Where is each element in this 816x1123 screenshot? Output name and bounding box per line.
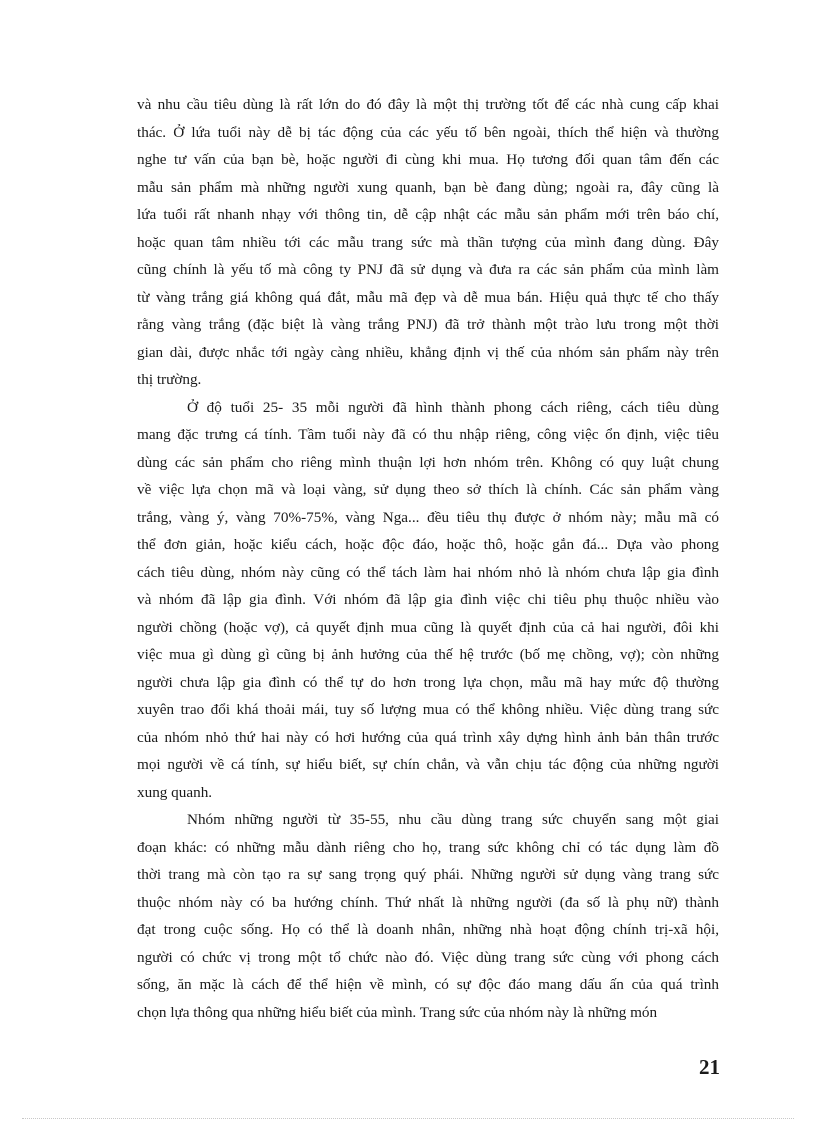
- text-line: về việc lựa chọn mã và loại vàng, sử dụng theo sở thích là chính. Các sản phẩm vàng: [137, 481, 719, 498]
- text-line: dùng các sản phẩm cho riêng mình thuận lợi hơn nhóm trên. Không có quy luật chung: [137, 453, 719, 471]
- text-line: gian dài, được nhắc tới ngày càng nhiều, khẳng định vị thế của nhóm sản phẩm này trên: [137, 343, 719, 361]
- text-line: thị trường.: [137, 371, 202, 388]
- text-line: cách tiêu dùng, nhóm này cũng có thể tách làm hai nhóm nhỏ là nhóm chưa lập gia đình: [137, 563, 719, 581]
- paragraph: [137, 394, 719, 807]
- text-line: sống, ăn mặc là cách để thể hiện về mình, có sự độc đáo mang dấu ấn của quá trình: [137, 976, 719, 993]
- page-number: 21: [699, 1055, 720, 1079]
- text-line: người có chức vị trong một tổ chức nào đó. Việc dùng trang sức cùng với phong cách: [137, 948, 719, 966]
- text-line: của nhóm nhỏ thứ hai này có hơi hướng của quá trình xây dựng hình ảnh bản thân trước: [137, 728, 719, 746]
- paragraph: [137, 91, 719, 394]
- text-line: mang đặc trưng cá tính. Tầm tuổi này đã có thu nhập riêng, công việc ổn định, việc tiêu: [137, 426, 719, 443]
- text-line: rằng vàng trắng (đặc biệt là vàng trắng PNJ) đã trở thành một trào lưu trong một thời: [137, 316, 719, 333]
- text-line: việc mua gì dùng gì cũng bị ảnh hưởng của thế hệ trước (bố mẹ chồng, vợ); còn những: [137, 646, 719, 663]
- page-bottom-border: [22, 1118, 794, 1119]
- text-line: trắng, vàng ý, vàng 70%-75%, vàng Nga... đều tiêu thụ được ở nhóm này; mẫu mã có: [137, 508, 719, 526]
- text-line: người chưa lập gia đình có thể tự do hơn trong lựa chọn, mẫu mã hay mức độ thường: [137, 673, 719, 691]
- text-line: mẫu sản phẩm mà những người xung quanh, bạn bè đang dùng; ngoài ra, đây cũng là: [137, 178, 719, 196]
- text-line: người chồng (hoặc vợ), cả quyết định mua cũng là quyết định của cả hai người, đôi khi: [137, 618, 719, 636]
- text-line: đoạn khác: có những mẫu dành riêng cho họ, trang sức không chỉ có tác dụng làm đồ: [137, 838, 719, 856]
- text-line: thác. Ở lứa tuổi này dễ bị tác động của các yếu tố bên ngoài, thích thể hiện và thường: [137, 123, 719, 141]
- text-line: chọn lựa thông qua những hiểu biết của mình. Trang sức của nhóm này là những món: [137, 1003, 658, 1021]
- text-line: xung quanh.: [137, 783, 213, 801]
- text-line: từ vàng trắng giá không quá đắt, mẫu mã đẹp và dễ mua bán. Hiệu quả thực tế cho thấy: [137, 288, 719, 306]
- text-line: thời trang mà còn tạo ra sự sang trọng quý phái. Những người sử dụng vàng trang sức: [137, 866, 719, 883]
- text-line: hoặc quan tâm nhiều tới các mẫu trang sức mà thần tượng của mình đang dùng. Đây: [137, 233, 719, 251]
- text-line: đạt trong cuộc sống. Họ có thể là doanh nhân, những nhà hoạt động chính trị-xã hội,: [137, 921, 719, 938]
- body-text: [137, 91, 719, 1026]
- text-line: và nhóm đã lập gia đình. Với nhóm đã lập gia đình việc chi tiêu phụ thuộc nhiều vào: [137, 591, 719, 608]
- paragraph: [137, 806, 719, 1026]
- text-line: Ở độ tuổi 25- 35 mỗi người đã hình thành phong cách riêng, cách tiêu dùng: [187, 398, 719, 416]
- text-line: lứa tuổi rất nhanh nhạy với thông tin, dễ cập nhật các mẫu sản phẩm mới trên báo chí,: [137, 206, 719, 223]
- text-line: và nhu cầu tiêu dùng là rất lớn do đó đây là một thị trường tốt để các nhà cung cấp khai: [137, 96, 719, 113]
- text-line: Nhóm những người từ 35-55, nhu cầu dùng trang sức chuyển sang một giai: [187, 811, 719, 828]
- text-line: cũng chính là yếu tố mà công ty PNJ đã sử dụng và đưa ra các sản phẩm của mình làm: [137, 261, 719, 278]
- text-line: nghe tư vấn của bạn bè, hoặc người đi cùng khi mua. Họ tương đối quan tâm đến các: [137, 151, 719, 168]
- text-line: xuyên trao đổi khá thoải mái, tuy số lượng mua có thể không nhiều. Việc dùng trang sức: [137, 701, 719, 718]
- text-line: thể đơn giản, hoặc kiểu cách, hoặc độc đáo, hoặc thô, hoặc gắn đá... Dựa vào phong: [137, 536, 719, 553]
- text-line: thuộc nhóm này có ba hướng chính. Thứ nhất là những người (đa số là phụ nữ) thành: [137, 893, 719, 911]
- text-line: mọi người về cá tính, sự hiểu biết, sự chín chắn, và vẫn chịu tác động của những người: [137, 756, 719, 773]
